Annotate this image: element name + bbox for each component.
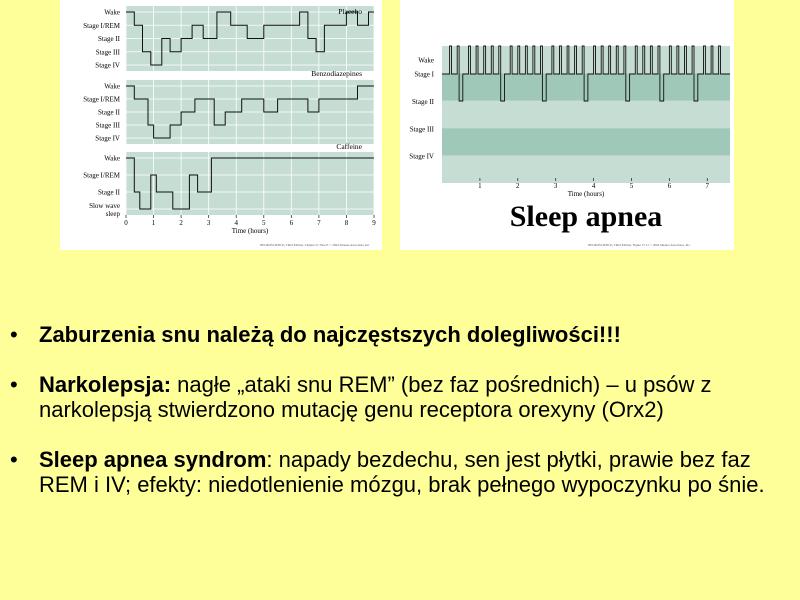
x-tick-label: 1 xyxy=(478,182,482,190)
x-axis-label: Time (hours) xyxy=(231,227,269,235)
sleep-hypnogram-figure xyxy=(60,0,382,250)
stage-label: Wake xyxy=(104,154,120,163)
stage-label: Wake xyxy=(104,8,120,17)
stage-label: sleep xyxy=(105,210,120,218)
stage-label: Stage I/REM xyxy=(83,95,120,104)
stage-label: Slow wave xyxy=(89,202,120,210)
x-tick-label: 7 xyxy=(317,219,321,227)
stage-label: Stage I/REM xyxy=(83,171,120,180)
sleep-apnea-chart xyxy=(400,0,734,250)
apnea-stage-band xyxy=(442,73,730,100)
x-tick-label: 3 xyxy=(206,219,211,227)
x-tick-label: 2 xyxy=(516,182,520,190)
chart-title: Sleep apnea xyxy=(509,200,663,233)
x-tick-label: 5 xyxy=(262,219,266,227)
bullet-text: : napady bezdechu, sen jest płytki, prawie bez faz REM i IV; efekty: niedotlenienie mózgu, brak pełnego wypoczynku po śnie. xyxy=(39,447,765,497)
stage-label: Stage I xyxy=(414,70,434,79)
stage-label: Stage II xyxy=(98,188,120,197)
stage-label: Wake xyxy=(104,82,120,91)
figure-credit: NEUROSCIENCE, Third Edition, Chapter 27, Box E © 2004 Sinauer Associates, Inc. xyxy=(260,243,371,247)
x-tick-label: 7 xyxy=(705,182,710,190)
bullet-list xyxy=(10,322,790,522)
x-tick-label: 8 xyxy=(344,219,349,227)
series-name: Placebo xyxy=(338,7,362,16)
series-name: Caffeine xyxy=(336,142,362,151)
sleep-apnea-figure xyxy=(400,0,734,250)
bullet-item xyxy=(10,372,790,422)
bullet-marker: • xyxy=(10,447,18,472)
stage-label: Stage III xyxy=(95,48,120,57)
x-tick-label: 6 xyxy=(667,182,672,190)
stage-label: Stage III xyxy=(409,125,434,134)
stage-label: Stage I/REM xyxy=(83,21,120,30)
x-tick-label: 2 xyxy=(179,219,183,227)
series-name: Benzodiazepines xyxy=(311,69,362,78)
x-axis-label: Time (hours) xyxy=(567,190,605,198)
apnea-stage-band xyxy=(442,101,730,128)
bullet-item xyxy=(10,447,790,497)
stage-label: Stage II xyxy=(412,97,434,106)
x-tick-label: 5 xyxy=(629,182,634,190)
stage-label: Wake xyxy=(418,56,434,65)
figure-credit: NEUROSCIENCE, Third Edition, Figure 27.11 © 2004 Sinauer Associates, Inc. xyxy=(588,243,691,247)
x-tick-label: 6 xyxy=(289,219,294,227)
x-tick-label: 4 xyxy=(234,219,238,227)
bullet-bold-text: Zaburzenia snu należą do najczęstszych dolegliwości!!! xyxy=(39,322,621,347)
apnea-stage-band xyxy=(442,128,730,155)
bullet-bold-text: Narkolepsja: xyxy=(39,372,172,397)
x-tick-label: 3 xyxy=(553,182,558,190)
x-tick-label: 9 xyxy=(372,219,376,227)
bullet-item xyxy=(10,322,790,347)
stage-label: Stage III xyxy=(95,121,120,130)
bullet-text: nagłe „ataki snu REM” (bez faz pośrednich) – u psów z narkolepsją stwierdzono mutację genu receptora orexyny (Orx2) xyxy=(39,372,712,422)
stage-label: Stage II xyxy=(98,35,120,43)
apnea-stage-band xyxy=(442,156,730,183)
stage-label: Stage IV xyxy=(95,61,120,70)
bullet-marker: • xyxy=(10,322,18,347)
bullet-bold-text: Sleep apnea syndrom xyxy=(39,447,267,472)
hypnogram-chart xyxy=(60,0,382,250)
x-tick-label: 0 xyxy=(124,219,128,227)
x-tick-label: 1 xyxy=(151,219,156,227)
stage-label: Stage II xyxy=(98,108,120,117)
stage-label: Stage IV xyxy=(409,152,434,161)
stage-label: Stage IV xyxy=(95,134,120,143)
x-tick-label: 4 xyxy=(591,182,596,190)
hypnogram-panel xyxy=(126,152,374,215)
bullet-marker: • xyxy=(10,372,18,397)
